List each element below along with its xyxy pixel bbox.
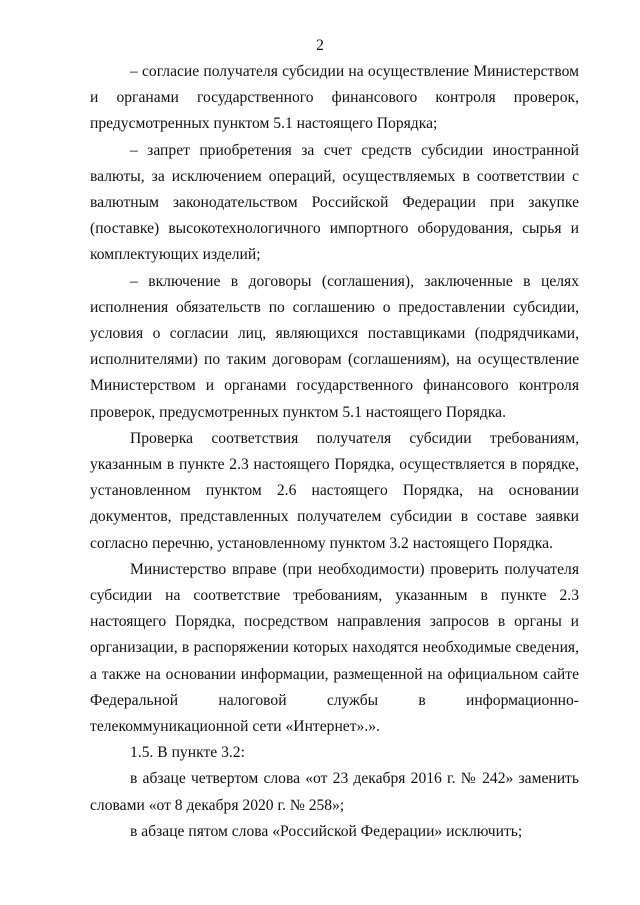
paragraph-clause-1-5: 1.5. В пункте 3.2: [130,744,245,762]
document-body [90,59,579,845]
paragraph-fourth-abzac: в абзаце четвертом слова «от 23 декабря 2016 г. № 242» заменить словами «от 8 декабря 2020 г. № 258»; [90,770,579,814]
paragraph-ministry-right: Министерство вправе (при необходимости) проверить получателя субсидии на соответствие требованиям, указанным в пункте 2.3 настоящего Порядка, посредством направления запросов в органы и организации, в распоряжении которых находятся необходимые сведения, а также на основании информации, размещенной на официальном сайте Федеральной налоговой службы в информационно-телекоммуникационной сети «Интернет».». [90,560,579,736]
paragraph-contract-conditions: – включение в договоры (соглашения), заключенные в целях исполнения обязательств по соглашению о предоставлении субсидии, условия о согласии лиц, являющихся поставщиками (подрядчиками, исполнителями) по таким договорам (соглашениям), на осуществление Министерством и органами государственного финансового контроля проверок, предусмотренных пунктом 5.1 настоящего Порядка. [90,272,579,421]
paragraph-consent-inspections: – согласие получателя субсидии на осуществление Министерством и органами государственного финансового контроля проверок, предусмотренных пунктом 5.1 настоящего Порядка; [90,63,579,133]
paragraph-fifth-abzac: в абзаце пятом слова «Российской Федерации» исключить; [130,822,523,840]
paragraph-foreign-currency-ban: – запрет приобретения за счет средств субсидии иностранной валюты, за исключением операций, осуществляемых в соответствии с валютным законодательством Российской Федерации при закупке (поставке) высокотехнологичного импортного оборудования, сырья и комплектующих изделий; [90,141,579,264]
page-number: 2 [316,37,324,54]
paragraph-compliance-check: Проверка соответствия получателя субсидии требованиям, указанным в пункте 2.3 настоящего Порядка, осуществляется в порядке, установленном пунктом 2.6 настоящего Порядка, на основании документов, представленных получателем субсидии в составе заявки согласно перечню, установленному пунктом 3.2 настоящего Порядка. [90,429,579,552]
